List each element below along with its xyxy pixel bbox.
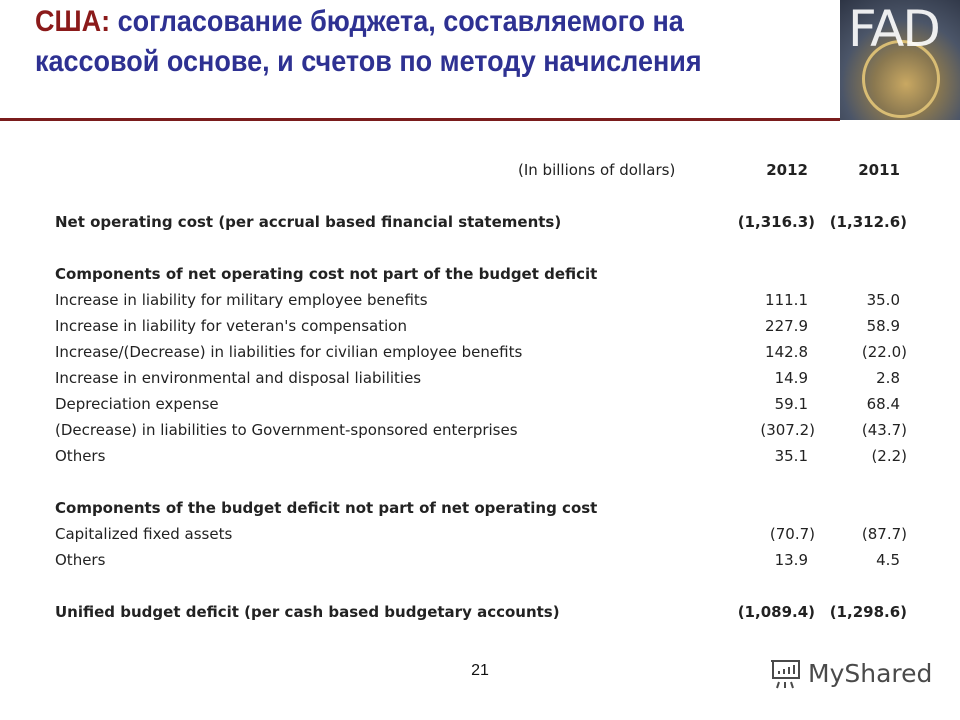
row-label: (Decrease) in liabilities to Government-sponsored enterprises [55,421,518,439]
section-heading-label: Components of the budget deficit not part of net operating cost [55,499,598,517]
table-row [55,313,915,339]
value-2011: (43.7) [861,421,907,439]
row-label: Capitalized fixed assets [55,525,233,543]
value-2011: (1,312.6) [829,213,907,231]
table-row [55,391,915,417]
slide-title [35,2,755,82]
table-row [55,287,915,313]
title-divider [0,118,840,121]
myshared-watermark [768,656,932,690]
col-2011: 2011 [858,161,900,179]
value-2012: 13.9 [774,551,808,569]
value-2011: 58.9 [866,317,900,335]
value-2011: 68.4 [866,395,900,413]
row-label: Others [55,551,106,569]
title-text: согласование бюджета, составляемого на кассовой основе, и счетов по методу начисления [35,5,702,78]
value-2011: 2.8 [876,369,900,387]
presentation-board-icon [768,656,802,690]
value-2012: 111.1 [765,291,808,309]
unit-label: (In billions of dollars) [518,161,676,179]
reconciliation-table [55,157,915,625]
title-accent: США: [35,5,111,38]
page-number: 21 [471,662,489,679]
value-2012: 35.1 [774,447,808,465]
value-2011: (1,298.6) [829,603,907,621]
row-label: Increase in liability for military employee benefits [55,291,428,309]
table-header [55,157,915,183]
row-label: Increase in liability for veteran's compensation [55,317,407,335]
net-operating-row [55,209,915,235]
value-2011: (22.0) [861,343,907,361]
value-2012: 59.1 [774,395,808,413]
row-label: Unified budget deficit (per cash based budgetary accounts) [55,603,560,621]
value-2011: (2.2) [871,447,907,465]
table-row [55,365,915,391]
value-2012: (1,089.4) [737,603,815,621]
value-2012: 227.9 [765,317,808,335]
table-row [55,547,915,573]
logo-text: FAD [848,0,939,58]
unified-deficit-row [55,599,915,625]
table-row [55,417,915,443]
section-heading [55,261,915,287]
watermark-text: MyShared [808,658,933,688]
value-2012: 14.9 [774,369,808,387]
value-2011: 35.0 [866,291,900,309]
row-label: Increase in environmental and disposal liabilities [55,369,422,387]
value-2012: (307.2) [760,421,815,439]
fad-logo [840,0,960,120]
value-2011: (87.7) [861,525,907,543]
value-2011: 4.5 [876,551,900,569]
value-2012: 142.8 [765,343,808,361]
row-label: Net operating cost (per accrual based financial statements) [55,213,562,231]
row-label: Others [55,447,106,465]
row-label: Increase/(Decrease) in liabilities for civilian employee benefits [55,343,523,361]
value-2012: (70.7) [769,525,815,543]
table-row [55,443,915,469]
section-heading-label: Components of net operating cost not part of the budget deficit [55,265,598,283]
col-2012: 2012 [766,161,808,179]
table-row [55,339,915,365]
section-heading [55,495,915,521]
value-2012: (1,316.3) [737,213,815,231]
row-label: Depreciation expense [55,395,219,413]
table-row [55,521,915,547]
